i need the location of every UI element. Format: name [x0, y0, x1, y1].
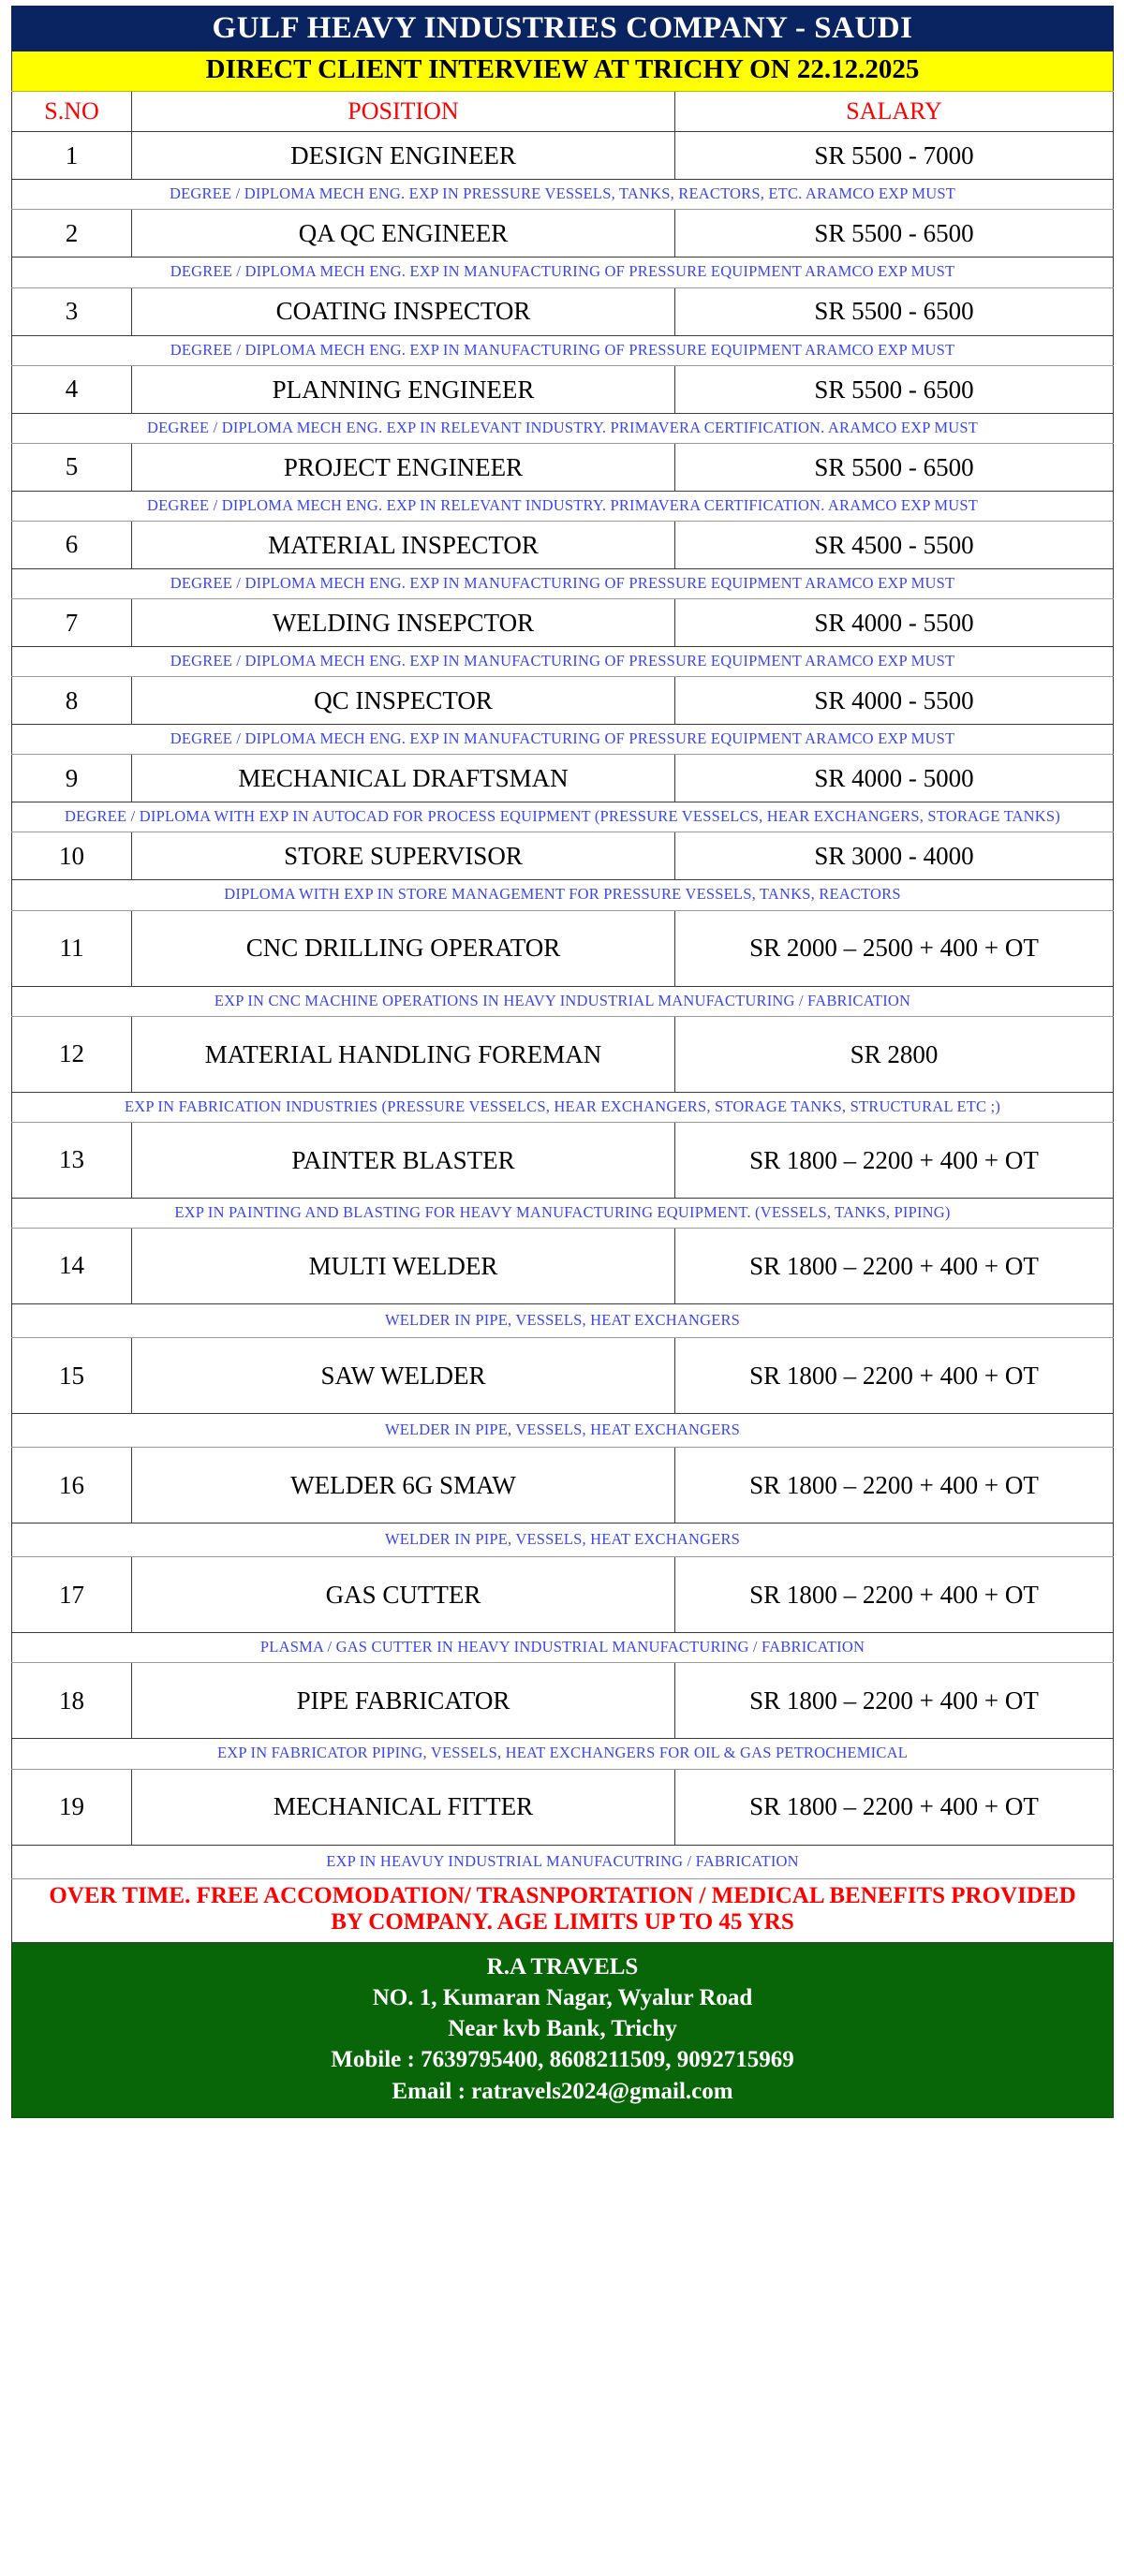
table-row [12, 1557, 1114, 1633]
description-row [12, 1633, 1114, 1663]
cell-requirements: WELDER IN PIPE, VESSELS, HEAT EXCHANGERS [12, 1524, 1114, 1557]
description-row [12, 802, 1114, 832]
cell-requirements: WELDER IN PIPE, VESSELS, HEAT EXCHANGERS [12, 1303, 1114, 1337]
cell-position: PLANNING ENGINEER [132, 365, 675, 413]
cell-position: PROJECT ENGINEER [132, 443, 675, 491]
cell-salary: SR 1800 – 2200 + 400 + OT [675, 1228, 1114, 1303]
interview-banner-row [12, 52, 1114, 92]
cell-salary: SR 2800 [675, 1016, 1114, 1092]
table-row [12, 365, 1114, 413]
cell-salary: SR 3000 - 4000 [675, 832, 1114, 880]
table-row [12, 287, 1114, 335]
cell-requirements: EXP IN FABRICATOR PIPING, VESSELS, HEAT EXCHANGERS FOR OIL & GAS PETROCHEMICAL [12, 1739, 1114, 1769]
table-row [12, 1663, 1114, 1739]
company-name-banner: GULF HEAVY INDUSTRIES COMPANY - SAUDI [12, 7, 1114, 52]
cell-salary: SR 5500 - 7000 [675, 132, 1114, 180]
description-row [12, 880, 1114, 910]
cell-salary: SR 4000 - 5000 [675, 755, 1114, 802]
description-row [12, 1739, 1114, 1769]
cell-position: GAS CUTTER [132, 1557, 675, 1633]
benefits-notice: OVER TIME. FREE ACCOMODATION/ TRASNPORTATION / MEDICAL BENEFITS PROVIDED BY COMPANY. AGE LIMITS UP TO 45 YRS [12, 1878, 1114, 1942]
cell-sno: 15 [12, 1338, 132, 1414]
cell-sno: 14 [12, 1228, 132, 1303]
cell-requirements: DEGREE / DIPLOMA MECH ENG. EXP IN MANUFACTURING OF PRESSURE EQUIPMENT ARAMCO EXP MUST [12, 647, 1114, 677]
cell-position: MECHANICAL DRAFTSMAN [132, 755, 675, 802]
cell-sno: 17 [12, 1557, 132, 1633]
cell-requirements: DEGREE / DIPLOMA MECH ENG. EXP IN MANUFACTURING OF PRESSURE EQUIPMENT ARAMCO EXP MUST [12, 725, 1114, 755]
cell-requirements: WELDER IN PIPE, VESSELS, HEAT EXCHANGERS [12, 1414, 1114, 1448]
table-row [12, 910, 1114, 986]
cell-requirements: EXP IN CNC MACHINE OPERATIONS IN HEAVY INDUSTRIAL MANUFACTURING / FABRICATION [12, 986, 1114, 1016]
table-row [12, 755, 1114, 802]
description-row [12, 1198, 1114, 1228]
table-row [12, 210, 1114, 258]
description-row [12, 647, 1114, 677]
cell-requirements: DEGREE / DIPLOMA MECH ENG. EXP IN MANUFACTURING OF PRESSURE EQUIPMENT ARAMCO EXP MUST [12, 335, 1114, 365]
cell-sno: 10 [12, 832, 132, 880]
notice-row [12, 1878, 1114, 1942]
table-row [12, 677, 1114, 725]
description-row [12, 1092, 1114, 1122]
cell-sno: 8 [12, 677, 132, 725]
cell-salary: SR 5500 - 6500 [675, 210, 1114, 258]
cell-salary: SR 1800 – 2200 + 400 + OT [675, 1338, 1114, 1414]
description-row [12, 1524, 1114, 1557]
description-row [12, 180, 1114, 210]
job-vacancy-table [11, 6, 1114, 2118]
description-row [12, 568, 1114, 598]
agency-address-line-1: NO. 1, Kumaran Nagar, Wyalur Road [372, 1984, 753, 2010]
cell-position: DESIGN ENGINEER [132, 132, 675, 180]
cell-sno: 3 [12, 287, 132, 335]
agency-name: R.A TRAVELS [486, 1953, 639, 1980]
cell-requirements: DEGREE / DIPLOMA MECH ENG. EXP IN RELEVANT INDUSTRY. PRIMAVERA CERTIFICATION. ARAMCO EXP MUST [12, 413, 1114, 443]
description-row [12, 335, 1114, 365]
cell-requirements: DEGREE / DIPLOMA MECH ENG. EXP IN MANUFACTURING OF PRESSURE EQUIPMENT ARAMCO EXP MUST [12, 568, 1114, 598]
cell-salary: SR 2000 – 2500 + 400 + OT [675, 910, 1114, 986]
cell-salary: SR 1800 – 2200 + 400 + OT [675, 1122, 1114, 1198]
cell-sno: 9 [12, 755, 132, 802]
cell-position: WELDING INSEPCTOR [132, 599, 675, 647]
cell-requirements: PLASMA / GAS CUTTER IN HEAVY INDUSTRIAL MANUFACTURING / FABRICATION [12, 1633, 1114, 1663]
table-body [12, 7, 1114, 2118]
agency-address-line-2: Near kvb Bank, Trichy [448, 2016, 677, 2042]
cell-position: QC INSPECTOR [132, 677, 675, 725]
table-row [12, 132, 1114, 180]
cell-sno: 13 [12, 1122, 132, 1198]
table-row [12, 1228, 1114, 1303]
cell-requirements: DEGREE / DIPLOMA WITH EXP IN AUTOCAD FOR PROCESS EQUIPMENT (PRESSURE VESSELCS, HEAR EXCHANGERS, STORAGE TANKS) [12, 802, 1114, 832]
cell-sno: 7 [12, 599, 132, 647]
description-row [12, 1414, 1114, 1448]
cell-sno: 19 [12, 1769, 132, 1845]
agency-mobile-numbers: Mobile : 7639795400, 8608211509, 9092715969 [331, 2047, 794, 2073]
cell-salary: SR 5500 - 6500 [675, 287, 1114, 335]
cell-salary: SR 5500 - 6500 [675, 365, 1114, 413]
cell-position: MATERIAL INSPECTOR [132, 521, 675, 568]
description-row [12, 491, 1114, 521]
description-row [12, 1845, 1114, 1878]
cell-position: STORE SUPERVISOR [132, 832, 675, 880]
table-row [12, 599, 1114, 647]
table-row [12, 1769, 1114, 1845]
column-header-row [12, 92, 1114, 132]
table-row [12, 521, 1114, 568]
table-row [12, 1448, 1114, 1524]
description-row [12, 986, 1114, 1016]
cell-requirements: DEGREE / DIPLOMA MECH ENG. EXP IN RELEVANT INDUSTRY. PRIMAVERA CERTIFICATION. ARAMCO EXP MUST [12, 491, 1114, 521]
agency-email: Email : ratravels2024@gmail.com [392, 2078, 733, 2104]
cell-sno: 6 [12, 521, 132, 568]
column-header-sno: S.NO [12, 92, 132, 132]
cell-salary: SR 1800 – 2200 + 400 + OT [675, 1448, 1114, 1524]
cell-sno: 1 [12, 132, 132, 180]
cell-salary: SR 4000 - 5500 [675, 677, 1114, 725]
cell-position: MULTI WELDER [132, 1228, 675, 1303]
cell-position: PAINTER BLASTER [132, 1122, 675, 1198]
cell-sno: 12 [12, 1016, 132, 1092]
description-row [12, 258, 1114, 287]
cell-position: CNC DRILLING OPERATOR [132, 910, 675, 986]
table-row [12, 1338, 1114, 1414]
cell-salary: SR 1800 – 2200 + 400 + OT [675, 1663, 1114, 1739]
table-row [12, 832, 1114, 880]
company-banner-row [12, 7, 1114, 52]
cell-position: MECHANICAL FITTER [132, 1769, 675, 1845]
cell-position: PIPE FABRICATOR [132, 1663, 675, 1739]
cell-sno: 16 [12, 1448, 132, 1524]
cell-sno: 18 [12, 1663, 132, 1739]
cell-position: QA QC ENGINEER [132, 210, 675, 258]
cell-salary: SR 1800 – 2200 + 400 + OT [675, 1769, 1114, 1845]
cell-salary: SR 4000 - 5500 [675, 599, 1114, 647]
cell-salary: SR 4500 - 5500 [675, 521, 1114, 568]
cell-sno: 2 [12, 210, 132, 258]
cell-requirements: DEGREE / DIPLOMA MECH ENG. EXP IN MANUFACTURING OF PRESSURE EQUIPMENT ARAMCO EXP MUST [12, 258, 1114, 287]
description-row [12, 1303, 1114, 1337]
description-row [12, 413, 1114, 443]
cell-requirements: EXP IN FABRICATION INDUSTRIES (PRESSURE VESSELCS, HEAR EXCHANGERS, STORAGE TANKS, STRUCTURAL ETC ;) [12, 1092, 1114, 1122]
cell-sno: 11 [12, 910, 132, 986]
cell-position: WELDER 6G SMAW [132, 1448, 675, 1524]
agency-contact-footer [12, 1942, 1114, 2117]
cell-salary: SR 1800 – 2200 + 400 + OT [675, 1557, 1114, 1633]
cell-position: MATERIAL HANDLING FOREMAN [132, 1016, 675, 1092]
table-row [12, 1122, 1114, 1198]
column-header-salary: SALARY [675, 92, 1114, 132]
cell-position: COATING INSPECTOR [132, 287, 675, 335]
column-header-position: POSITION [132, 92, 675, 132]
cell-requirements: EXP IN PAINTING AND BLASTING FOR HEAVY MANUFACTURING EQUIPMENT. (VESSELS, TANKS, PIPING) [12, 1198, 1114, 1228]
cell-salary: SR 5500 - 6500 [675, 443, 1114, 491]
cell-requirements: DIPLOMA WITH EXP IN STORE MANAGEMENT FOR PRESSURE VESSELS, TANKS, REACTORS [12, 880, 1114, 910]
interview-announcement-banner: DIRECT CLIENT INTERVIEW AT TRICHY ON 22.12.2025 [12, 52, 1114, 92]
cell-sno: 5 [12, 443, 132, 491]
cell-position: SAW WELDER [132, 1338, 675, 1414]
description-row [12, 725, 1114, 755]
table-row [12, 443, 1114, 491]
footer-row [12, 1942, 1114, 2117]
table-row [12, 1016, 1114, 1092]
cell-requirements: EXP IN HEAVUY INDUSTRIAL MANUFACUTRING / FABRICATION [12, 1845, 1114, 1878]
cell-sno: 4 [12, 365, 132, 413]
cell-requirements: DEGREE / DIPLOMA MECH ENG. EXP IN PRESSURE VESSELS, TANKS, REACTORS, ETC. ARAMCO EXP MUST [12, 180, 1114, 210]
